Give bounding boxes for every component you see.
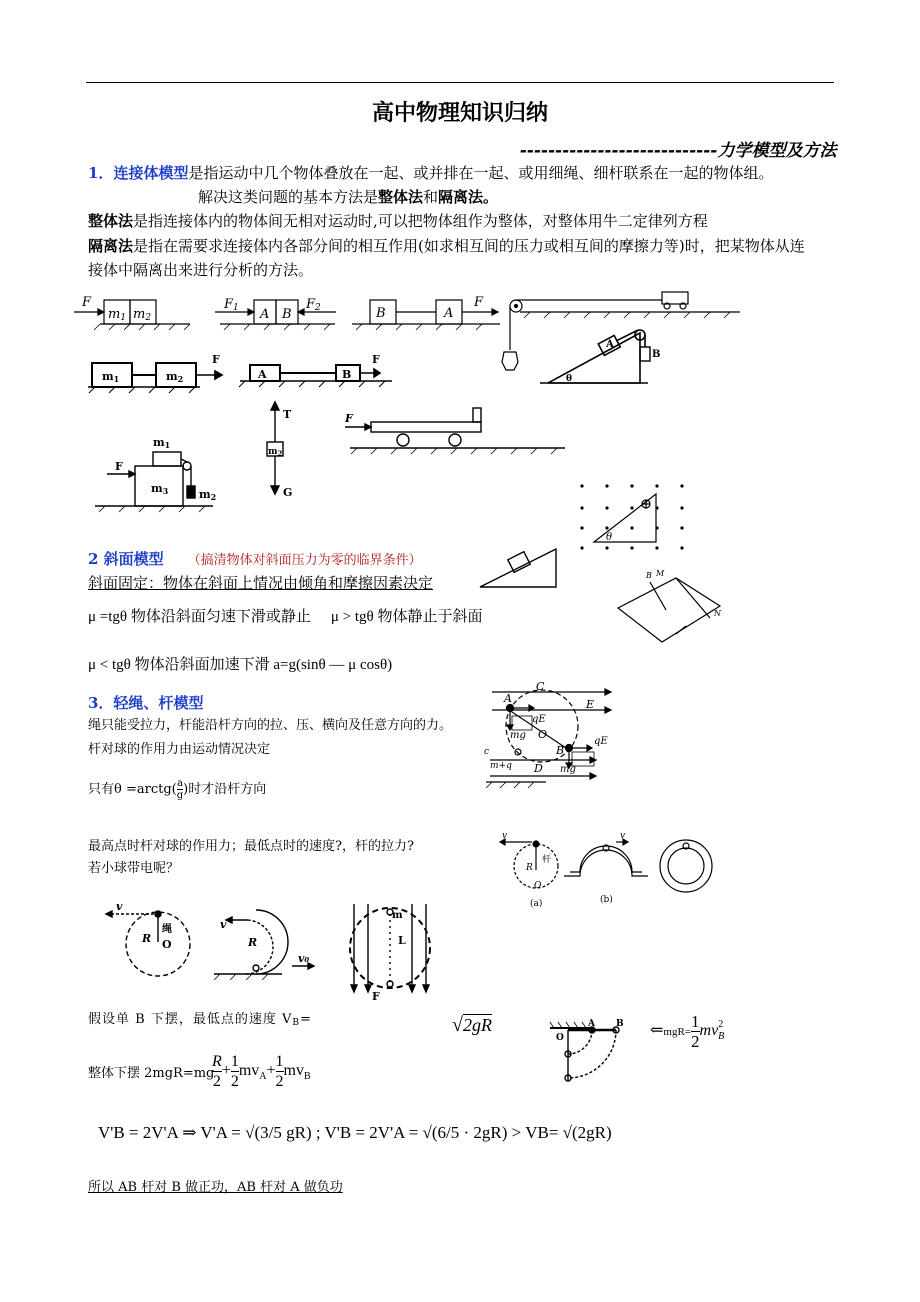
svg-text:m2: m2 (199, 488, 217, 502)
svg-text:L: L (398, 934, 406, 947)
svg-text:m2: m2 (166, 370, 184, 384)
svg-text:v: v (220, 918, 227, 931)
sec4-line2 (88, 1064, 214, 1084)
sec1-name: 连接体模型 (113, 164, 189, 182)
svg-text:v: v (502, 831, 508, 841)
rope-label: 绳 (162, 924, 172, 935)
fig-a-label: (a) (530, 899, 543, 909)
sec1-line1 (88, 162, 773, 184)
charged-ball-circle-figure (476, 678, 626, 798)
iso-def1: 是指在需要求连接体内各部分间的相互作用(如求相互间的压力或相互间的摩擦力等)时，把某物体从连 (133, 237, 805, 255)
connector-figures-row3 (95, 400, 515, 520)
iso-def2: 接体中隔离出来进行分析的方法。 (88, 261, 314, 279)
force-label: F (82, 295, 92, 310)
sec3-line1: 绳只能受拉力，杆能沿杆方向的拉、压、横向及任意方向的力。 (88, 718, 453, 733)
svg-text:O: O (534, 881, 542, 891)
svg-text:θ: θ (606, 532, 613, 543)
l3b: θ =arctg( (114, 782, 177, 797)
svg-text:G: G (283, 486, 293, 499)
svg-text:F: F (372, 990, 380, 1003)
sec2-name: 2 斜面模型 (88, 550, 164, 568)
sec1-line2 (198, 186, 498, 208)
svg-text:v: v (116, 900, 123, 913)
sec4-line1 (88, 1010, 312, 1033)
svg-text:R: R (248, 936, 258, 949)
svg-text:F: F (115, 460, 123, 473)
svg-text:O: O (538, 728, 548, 741)
case-greater: μ > tgθ 物体静止于斜面 (330, 609, 483, 625)
sqrt-arg: 2gR (462, 1015, 492, 1035)
svg-text:F: F (345, 412, 353, 425)
sec3-name: 3．轻绳、杆模型 (88, 694, 204, 712)
block-b-label: B (282, 307, 292, 322)
sec1-num: 1． (88, 164, 114, 182)
fig-b-label: (b) (600, 895, 613, 905)
sec1-def: 是指运动中几个物体叠放在一起、或并排在一起、或用细绳、细杆联系在一起的物体组。 (188, 164, 774, 182)
iso-term: 隔离法 (88, 237, 134, 255)
velocity-equations: V'B = 2V'A ⇒ V'A = √(3/5 gR) ; V'B = 2V'A = √(6/5 · 2gR) > VB= √(2gR) (98, 1123, 612, 1142)
svg-text:m1: m1 (108, 307, 127, 323)
whole-method (88, 210, 708, 232)
sec3-q1: 最高点时杆对球的作用力；最低点时的速度?，杆的拉力? (88, 839, 414, 854)
connector-figures-row2 (80, 325, 680, 405)
frac-num: a (176, 778, 183, 789)
swing-eq: = (299, 1012, 312, 1027)
svg-text:m1: m1 (102, 370, 120, 384)
left-arrow: ⇐ (650, 1022, 664, 1040)
svg-text:F1: F1 (224, 297, 239, 313)
sec2-fixed: 斜面固定：物体在斜面上情况由倾角和摩擦因素决定 (88, 574, 434, 592)
svg-text:A: A (606, 339, 614, 350)
l3e: )时才沿杆方向 (183, 782, 267, 797)
page-subtitle: ----------------------------力学模型及方法 (520, 141, 837, 161)
sec3-line3 (88, 778, 266, 801)
page-title: 高中物理知识归纳 (371, 100, 548, 126)
iso-method (88, 235, 805, 257)
sec2-case3: μ < tgθ 物体沿斜面加速下滑 a=g(sinθ — μ cosθ) (88, 657, 393, 673)
top-rule (86, 82, 834, 83)
svg-text:qE: qE (532, 714, 546, 725)
svg-text:B: B (616, 1019, 624, 1029)
conclusion: 所以 AB 杆对 B 做正功，AB 杆对 A 做负功 (88, 1180, 343, 1195)
svg-text:E: E (586, 698, 595, 711)
block-a-label: A (260, 307, 270, 322)
l3a: 只有 (88, 782, 115, 797)
svg-text:D: D (534, 762, 543, 775)
svg-text:m1: m1 (153, 436, 171, 450)
svg-text:m2: m2 (133, 307, 152, 323)
svg-text:A: A (504, 692, 512, 705)
svg-text:C: C (536, 680, 545, 693)
method-and: 和 (423, 188, 439, 206)
svg-text:θ: θ (566, 374, 573, 384)
svg-text:A: A (444, 306, 454, 321)
method-iso: 隔离法。 (438, 188, 499, 206)
method-prefix: 解决这类问题的基本方法是 (198, 188, 379, 206)
case-equal: μ =tgθ 物体沿斜面匀速下滑或静止 (88, 609, 311, 625)
svg-text:M: M (656, 569, 665, 578)
sec3-q2: 若小球带电呢？ (88, 861, 180, 876)
svg-text:F: F (212, 353, 220, 366)
mgR-label: mgR= (663, 1026, 692, 1039)
svg-text:mg: mg (510, 730, 526, 741)
sec2-case1 (88, 606, 482, 628)
svg-text:R: R (526, 863, 533, 873)
whole-term: 整体法 (88, 212, 134, 230)
sec3-line2: 杆对球的作用力由运动情况决定 (88, 742, 271, 757)
rod-label: 杆 (542, 855, 552, 865)
svg-text:A: A (258, 368, 267, 381)
svg-text:N: N (714, 609, 721, 618)
svg-text:F2: F2 (306, 297, 321, 313)
frac-den: g (176, 790, 184, 801)
svg-text:c: c (484, 747, 490, 757)
svg-text:v: v (620, 831, 626, 841)
method-whole: 整体法 (378, 188, 424, 206)
rope-circle-figures (96, 900, 456, 1003)
svg-text:m3: m3 (151, 482, 169, 496)
energy-eq-2: $\frac{R}{2}$ + $\frac{1}{2}$ $mv_A+$ $\frac{1}{2}$ $mv_B$ (212, 1053, 311, 1090)
swing-sub: B (292, 1018, 300, 1028)
svg-text:A: A (588, 1019, 595, 1029)
svg-text:B: B (342, 368, 352, 381)
svg-text:O: O (162, 938, 172, 951)
svg-text:m+q: m+q (490, 761, 512, 771)
svg-text:B: B (376, 306, 386, 321)
svg-text:R: R (142, 932, 152, 945)
sqrt-2gR: √2gR (452, 1014, 492, 1036)
svg-text:m2: $m_2$ (268, 447, 283, 458)
svg-text:B: B (646, 571, 652, 580)
energy-eq-1: ⇐mgR= $\frac{1}{2}$ $mv_B^2$ (650, 1012, 725, 1051)
sec2-note: （搞清物体对斜面压力为零的临界条件） (187, 553, 422, 568)
rod-circle-figures (496, 830, 726, 910)
svg-text:v₀: v₀ (298, 952, 310, 965)
incline-block-figure (476, 545, 566, 590)
sec2-heading (88, 548, 422, 571)
whole-def: 是指连接体内的物体间无相对运动时,可以把物体组作为整体，对整体用牛二定律列方程 (133, 212, 708, 230)
svg-text:B: B (652, 349, 661, 360)
svg-text:T: T (283, 408, 292, 421)
rod-swing-figure (546, 1018, 636, 1088)
incline-plane-figure (610, 568, 730, 648)
svg-text:qE: qE (594, 736, 608, 747)
whole-swing: 整体下摆 2mgR=mg (88, 1066, 215, 1081)
svg-text:F: F (474, 295, 484, 310)
svg-text:O: O (556, 1033, 564, 1043)
svg-text:m: m (392, 910, 403, 921)
svg-text:mg: mg (560, 764, 576, 775)
swing-text: 假设单 B 下摆，最低点的速度 V (88, 1012, 293, 1027)
svg-text:B: B (556, 744, 565, 757)
magnetic-field-figure (570, 478, 690, 558)
svg-text:F: F (372, 353, 380, 366)
